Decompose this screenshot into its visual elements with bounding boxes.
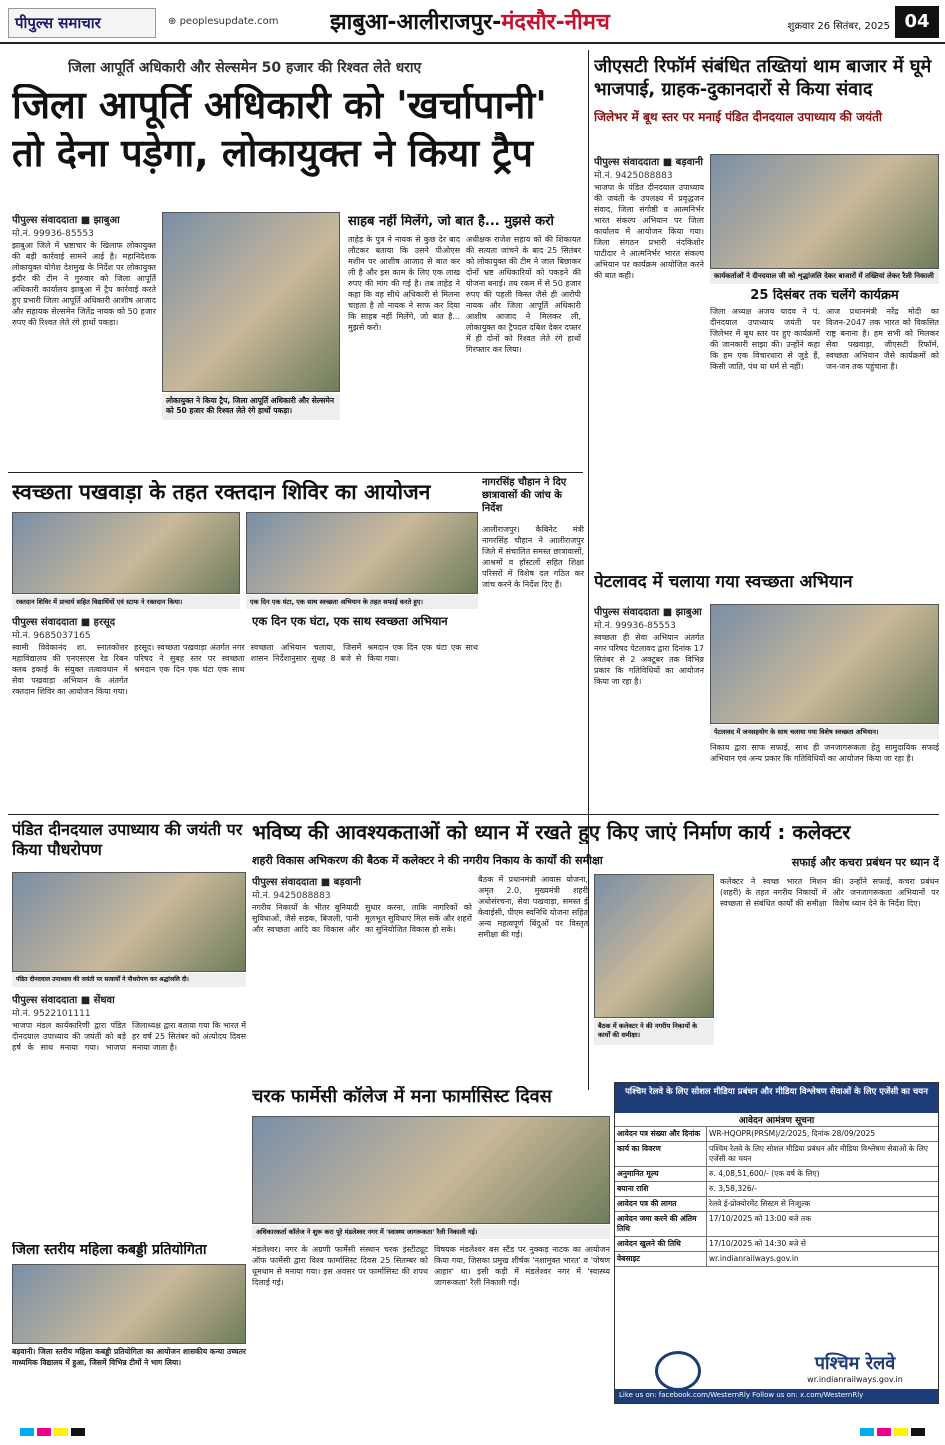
notice-row — [615, 1197, 938, 1212]
notice-row — [615, 1167, 938, 1182]
blood-subhead: एक दिन एक घंटा, एक साथ स्वच्छता अभियान — [252, 614, 448, 628]
notice-row-label: आवेदन पत्र संख्या और दिनांक — [615, 1127, 707, 1141]
kabaddi-headline: जिला स्तरीय महिला कबड्डी प्रतियोगिता — [12, 1242, 207, 1258]
pharma-photo — [252, 1116, 610, 1224]
nagar-body: आलीराजपुर। कैबिनेट मंत्री नागरसिंह चौहान ने आलीराजपुर जिले में संचालित समस्त छात्रावासों, आश्रमों व हॉस्टलों सहित शिक्षा परिसरों में विशेष दल गठित कर जांच करने के निर्देश दिए हैं। — [482, 525, 584, 589]
collector-photo — [594, 874, 714, 1018]
gst-headline: जीएसटी रिफॉर्म संबंधित तख्तियां थाम बाजार में घूमे भाजपाई, ग्राहक-दुकानदारों से किया संवाद — [594, 56, 932, 100]
kabaddi-caption: बड़वानी। जिला स्तरीय महिला कबड्डी प्रतियोगिता का आयोजन शासकीय कन्या उच्चतर माध्यमिक विद्यालय में हुआ, जिसमें विभिन्न टीमों ने भाग लिया। — [12, 1347, 246, 1367]
print-color-marks-right — [860, 1428, 925, 1436]
gst-mobile: मो.नं. 9425088883 — [594, 171, 673, 181]
lead-photo — [162, 212, 340, 392]
section-rule-2 — [8, 814, 939, 815]
railway-notice — [614, 1082, 939, 1404]
collector-body-3: कलेक्टर ने स्वच्छ भारत मिशन (शहरी) के तहत नगरीय निकायों में स्वच्छता से संबंधित कार्यों की समीक्षा की। उन्होंने सफाई, कचरा प्रबंधन और जनजागरूकता अभियानों पर विशेष ध्यान देने के निर्देश दिए। — [720, 877, 939, 908]
page-number: 04 — [895, 6, 939, 38]
deendayal-photo-caption: पंडित दीनदयाल उपाध्याय की जयंती पर सत्वार्यों ने पौधरोपण कर श्रद्धांजलि दी। — [12, 973, 246, 987]
lead-body-3: अधीक्षक राजेश सहाय को की शिकायत की सत्यता जांचने के बाद 25 सितंबर को लोकायुक्त की टीम ने जाल बिछाकर दोनों भ्रष्ट अधिकारियों को पकड़ने की योजना बनाई। तय रकम में से 50 हजार रुपए की पहली किस्त जैसे ही आरोपी नायक और जिला आपूर्ति अधिकारी आशीष आजाद ने मिलकर ली, लोकायुक्त का ट्रैपदल दबिश देकर दफ्तर में ही दोनों को रिश्वत लेते रंगे हाथों गिरफ्तार कर लिया। — [466, 235, 581, 354]
kabaddi-story — [8, 1104, 246, 1356]
notice-row-value: पश्चिम रेलवे के लिए सोशल मीडिया प्रबंधन और मीडिया विश्लेषण सेवाओं के लिए एजेंसी का चयन — [709, 1144, 928, 1163]
region-title — [330, 6, 790, 36]
notice-row-value: रेलवे ई-प्रोक्योरमेंट सिस्टम से निःशुल्क — [709, 1199, 811, 1208]
newspaper-logo[interactable]: पीपुल्स समाचार — [8, 8, 156, 38]
deendayal-headline: पंडित दीनदयाल उपाध्याय की जयंती पर किया पौधरोपण — [12, 820, 243, 859]
petlawad-body-2: निकाय द्वारा साफ सफाई, साथ ही जनजागरूकता हेतु सामुदायिक सफाई अभियान एवं अन्य प्रकार कि गतिविधियों का आयोजन किया जा रहा है। — [710, 743, 939, 763]
deendayal-byline: पीपुल्स संवाददाता ■ सेंधवा — [12, 995, 115, 1006]
notice-row-label: आवेदन जमा करने की अंतिम तिथि — [615, 1212, 707, 1236]
railway-social[interactable]: Like us on: facebook.com/WesternRly Follow us on: x.com/WesternRly — [615, 1389, 938, 1403]
section-rule — [8, 472, 583, 473]
notice-row — [615, 1252, 938, 1267]
deendayal-photo — [12, 872, 246, 972]
petlawad-body: स्वच्छता ही सेवा अभियान अंतर्गत नगर परिषद पेटलावद द्वारा दिनांक 17 सितंबर से 2 अक्टूबर तक विभिन्न प्रकार कि गतिविधियों का आयोजन किया जा रहा है। — [594, 633, 704, 686]
lead-subhead: साहब नहीं मिलेंगे, जो बात है... मुझसे करो — [348, 214, 554, 229]
pharma-photo-caption: अधिकारकर्ता कॉलेज ने शुरू करा पूरे मंडलेश्वर नगर में 'स्वास्थ्य जागरूकता' रैली निकाली गई। — [252, 1225, 610, 1239]
pharma-headline: चरक फार्मेसी कॉलेज में मना फार्मासिस्ट दिवस — [252, 1086, 552, 1107]
petlawad-headline: पेटलावद में चलाया गया स्वच्छता अभियान — [594, 572, 853, 592]
blood-donation-story — [8, 476, 478, 812]
blood-photo-1 — [12, 512, 240, 594]
blood-photo-caption-2: एक दिन एक घंटा, एक साथ स्वच्छता अभियान के तहत सफाई करते हुए। — [246, 595, 478, 609]
masthead — [0, 0, 945, 44]
notice-row-value: रु. 3,58,326/- — [709, 1184, 757, 1193]
website-link[interactable]: ⊕ peoplesupdate.com — [168, 16, 279, 27]
collector-side-title: सफाई और कचरा प्रबंधन पर ध्यान दें — [791, 856, 939, 869]
blood-body: स्वामी विवेकानंद शा. स्नातकोत्तर महाविद्यालय की एनएसएस रेड रिबन क्लब इकाई के संयुक्त तत्वावधान में सेवा पखवाड़ा अभियान के अंतर्गत रक्तदान शिविर का आयोजन किया गया। — [12, 643, 128, 696]
website-text: peoplesupdate.com — [179, 16, 279, 27]
blood-photo-caption-1: रक्तदान शिविर में प्राचार्य सहित विद्यार्थियों एवं स्टाफ ने रक्तदान किया। — [12, 595, 240, 609]
notice-row-value: 17/10/2025 को 14:30 बजे से — [709, 1239, 806, 1248]
railway-url[interactable]: wr.indianrailways.gov.in — [807, 1375, 903, 1384]
nagar-headline: नागरसिंह चौहान ने दिए छात्रावासों की जांच के निर्देश — [482, 477, 567, 514]
deendayal-body: भाजपा मंडल कार्यकारिणी द्वारा पंडित दीनदयाल उपाध्याय की जयंती को बड़े हर्ष के साथ मनाया गया। भाजपा जिलाध्यक्ष द्वारा बताया गया कि भारत में हर वर्ष 25 सितंबर को अंत्योदय दिवस मनाया जाता है। — [12, 1021, 246, 1052]
issue-date: शुक्रवार 26 सितंबर, 2025 — [787, 21, 890, 32]
gst-box-title: 25 दिसंबर तक चलेंगे कार्यक्रम — [750, 288, 899, 303]
kabaddi-photo — [12, 1264, 246, 1344]
petlawad-story — [594, 570, 939, 815]
railway-title: पश्चिम रेलवे के लिए सोशल मीडिया प्रबंधन और मीडिया विश्लेषण सेवाओं के लिए एजेंसी का चयन — [615, 1083, 938, 1113]
print-color-marks — [20, 1428, 85, 1436]
region-main: झाबुआ-आलीराजपुर- — [330, 10, 502, 35]
gst-photo-caption: कार्यकर्ताओं ने दीनदयाल जी को शृद्धांजलि देकर बाजारों में तख्तियां लेकर रैली निकाली — [710, 270, 939, 284]
lead-byline: पीपुल्स संवाददाता ■ झाबुआ — [12, 215, 120, 226]
notice-row-value: wr.indianrailways.gov.in — [709, 1254, 799, 1263]
blood-body-2: हरसूद। स्वच्छता पखवाड़ा अंतर्गत नगर परिषद ने सुबह स्तर पर स्वच्छता श्रमदान एक दिन एक घंटा एक साथ स्वच्छता अभियान चलाया, जिसमें शासन निर्देशानुसार सुबह 8 बजे से श्रमदान एक दिन एक घंटा एक साथ किया गया। — [134, 643, 478, 674]
notice-row-value: WR-HQOPR(PRSM)/2/2025, दिनांक 28/09/2025 — [709, 1129, 876, 1138]
blood-byline: पीपुल्स संवाददाता ■ हरसूद — [12, 617, 116, 628]
notice-row — [615, 1182, 938, 1197]
notice-table — [615, 1127, 938, 1347]
collector-photo-caption: बैठक में कलेक्टर ने की नगरीय निकायों के कार्यों की समीक्षा। — [594, 1019, 714, 1045]
notice-row-label: वेबसाइट — [615, 1252, 707, 1266]
notice-row-value: रु. 4,08,51,600/- (एक वर्ष के लिए) — [709, 1169, 820, 1178]
collector-story — [252, 818, 939, 1080]
lead-kicker: जिला आपूर्ति अधिकारी और सेल्समेन 50 हजार की रिश्वत लेते धराए — [68, 60, 422, 76]
gst-story — [594, 50, 939, 570]
region-red: मंदसौर-नीमच — [501, 10, 610, 35]
nagarsingh-story — [482, 476, 584, 812]
collector-body-2: बैठक में प्रधानमंत्री आवास योजना, अमृत 2.0, मुख्यमंत्री शहरी अधोसंरचना, सेवा पखवाड़ा, समस्त ई केवाईसी, पीएम स्वनिधि योजना सहित अन्य महत्वपूर्ण बिंदुओं पर विस्तृत समीक्षा की गई। — [478, 875, 588, 939]
notice-row-label: आवेदन पत्र की लागत — [615, 1197, 707, 1211]
lead-body: झाबुआ जिले में भ्रष्टाचार के खिलाफ लोकायुक्त की बड़ी कार्रवाई सामने आई है। महानिदेशक लोकायुक्त योगेश देशमुख के निर्देश पर लोकायुक्त इंदौर की टीम ने गुरुवार को जिला आपूर्ति अधिकारी कार्यालय झाबुआ में ट्रैप कार्रवाई करते हुए प्रभारी जिला आपूर्ति अधिकारी आशीष आजाद और सहायक सेल्समेन जितेंद्र नायक को 50 हजार रुपए की रिश्वत लेते रंगे हाथों पकड़ा। — [12, 241, 156, 327]
collector-body: नगरीय निकायों के भीतर बुनियादी सुविधाओं, जैसे सड़क, बिजली, पानी और स्वच्छता आदि का विकास और सुधार करना, ताकि नागरिकों को मूलभूत सुविधाएं मिल सकें और शहरों का सुनियोजित विकास हो सके। — [252, 903, 472, 934]
petlawad-byline: पीपुल्स संवाददाता ■ झाबुआ — [594, 607, 702, 618]
notice-row — [615, 1127, 938, 1142]
notice-row — [615, 1142, 938, 1167]
railway-brand: पश्चिम रेलवे — [814, 1353, 896, 1374]
notice-row-label: बयाना राशि — [615, 1182, 707, 1196]
petlawad-photo-caption: पेटलावद में जनसहयोग के साथ चलाया गया विशेष स्वच्छता अभियान। — [710, 725, 939, 739]
collector-subhead: शहरी विकास अभिकरण की बैठक में कलेक्टर ने की नगरीय निकाय के कार्यों की समीक्षा — [252, 854, 603, 867]
gst-subhead: जिलेभर में बूथ स्तर पर मनाई पंडित दीनदयाल उपाध्याय की जयंती — [594, 110, 883, 124]
gst-body: भाजपा के पंडित दीनदयाल उपाध्याय की जयंती के उपलक्ष्य में प्रवृद्धजन संवाद, जिला संगोष्ठी व आत्मनिर्भर भारत संकल्प अभियान पर जिला कार्यालय में आयोजन किया गया। जिला संगठन प्रभारी नंदकिशोर पाटीदार ने आत्मनिर्भर भारत संकल्प अभियान पर कार्यक्रम आयोजित करने की बात कही। — [594, 183, 704, 280]
collector-mobile: मो.नं. 9425088883 — [252, 891, 331, 901]
notice-row-label: अनुमानित मूल्य — [615, 1167, 707, 1181]
lead-headline-2: तो देना पड़ेगा, लोकायुक्त ने किया ट्रैप — [12, 132, 534, 175]
lead-mobile: मो.नं. 99936-85553 — [12, 229, 94, 239]
gst-photo — [710, 154, 939, 269]
lead-photo-caption: लोकायुक्त ने किया ट्रैप, जिला आपूर्ति अधिकारी और सेल्समेन को 50 हजार की रिश्वत लेते रंगे हाथों पकड़ा। — [162, 394, 340, 420]
gst-body-3: आज प्रधानमंत्री नरेंद्र मोदी का विजन-2047 तक भारत को विकसित राष्ट्र बनाना है। हम सभी को मिलकर सेवा पखवाड़ा, जीएसटी रिफॉर्म, स्वच्छता अभियान जैसे कार्यक्रमों को जन-जन तक पहुंचाना है। — [826, 307, 939, 371]
lead-story — [8, 50, 583, 470]
railway-emblem-icon — [655, 1351, 701, 1391]
collector-byline: पीपुल्स संवाददाता ■ बड़वानी — [252, 877, 361, 888]
notice-title: आवेदन आमंत्रण सूचना — [615, 1113, 938, 1127]
lead-headline-1: जिला आपूर्ति अधिकारी को 'खर्चापानी' — [12, 84, 547, 127]
blood-headline: स्वच्छता पखवाड़ा के तहत रक्तदान शिविर का आयोजन — [12, 480, 431, 504]
deendayal-mobile: मो.नं. 9522101111 — [12, 1009, 91, 1019]
collector-headline: भविष्य की आवश्यकताओं को ध्यान में रखते हुए किए जाएं निर्माण कार्य : कलेक्टर — [252, 820, 851, 844]
deendayal-story — [8, 818, 246, 1098]
petlawad-mobile: मो.नं. 99936-85553 — [594, 621, 676, 631]
gst-byline: पीपुल्स संवाददाता ■ बड़वानी — [594, 157, 703, 168]
pharma-body-2: विषयक मंडलेश्वर बस स्टैंड पर नुक्कड़ नाटक का आयोजन किया गया, जिसका प्रमुख शीर्षक 'नशामुक्त भारत' व 'पोषण आहार' था। इसी कड़ी में मंडलेश्वर नगर में 'स्वास्थ्य जागरूकता' रैली निकाली गई। — [434, 1245, 610, 1287]
pharma-story — [252, 1084, 610, 1356]
blood-photo-2 — [246, 512, 478, 594]
petlawad-photo — [710, 604, 939, 724]
notice-row — [615, 1237, 938, 1252]
lead-body-2: ताहेड़ के पुत्र ने नायक से कुछ देर बाद लौटकर बताया कि उसने पीओएस मशीन पर आशीष आजाद से बात कर ली है और इस काम के लिए एक लाख रुपए की मांग की गई है। तब ताहेड़ ने कहा कि वह सीधे अधिकारी से मिलना चाहता है तो नायक ने साफ कर दिया कि साहब नहीं मिलेंगे, जो बात है... मुझसे करो। — [348, 235, 460, 332]
notice-row-label: आवेदन खुलने की तिथि — [615, 1237, 707, 1251]
notice-row-label: कार्य का विवरण — [615, 1142, 707, 1166]
notice-row — [615, 1212, 938, 1237]
pharma-body: मंडलेश्वर। नगर के अग्रणी फार्मेसी संस्थान चरक इंस्टीट्यूट ऑफ फार्मेसी द्वारा विश्व फार्मासिस्ट दिवस 25 सितम्बर को धूमधाम से मनाया गया। इस अवसर पर फार्मासिस्ट की शपथ दिलाई गई। — [252, 1245, 428, 1287]
blood-mobile: मो.नं. 9685037165 — [12, 631, 91, 641]
notice-row-value: 17/10/2025 को 13:00 बजे तक — [709, 1214, 811, 1223]
gst-body-2: जिला अध्यक्ष अजय यादव ने पं. दीनदयाल उपाध्याय जयंती पर जिलेभर में बूथ स्तर पर हुए कार्यक्रमों की जानकारी साझा की। उन्होंने कहा कि हम एक विचारधारा से जुड़े हैं, किसी जाति, पंथ या धर्म से नहीं। — [710, 307, 820, 371]
